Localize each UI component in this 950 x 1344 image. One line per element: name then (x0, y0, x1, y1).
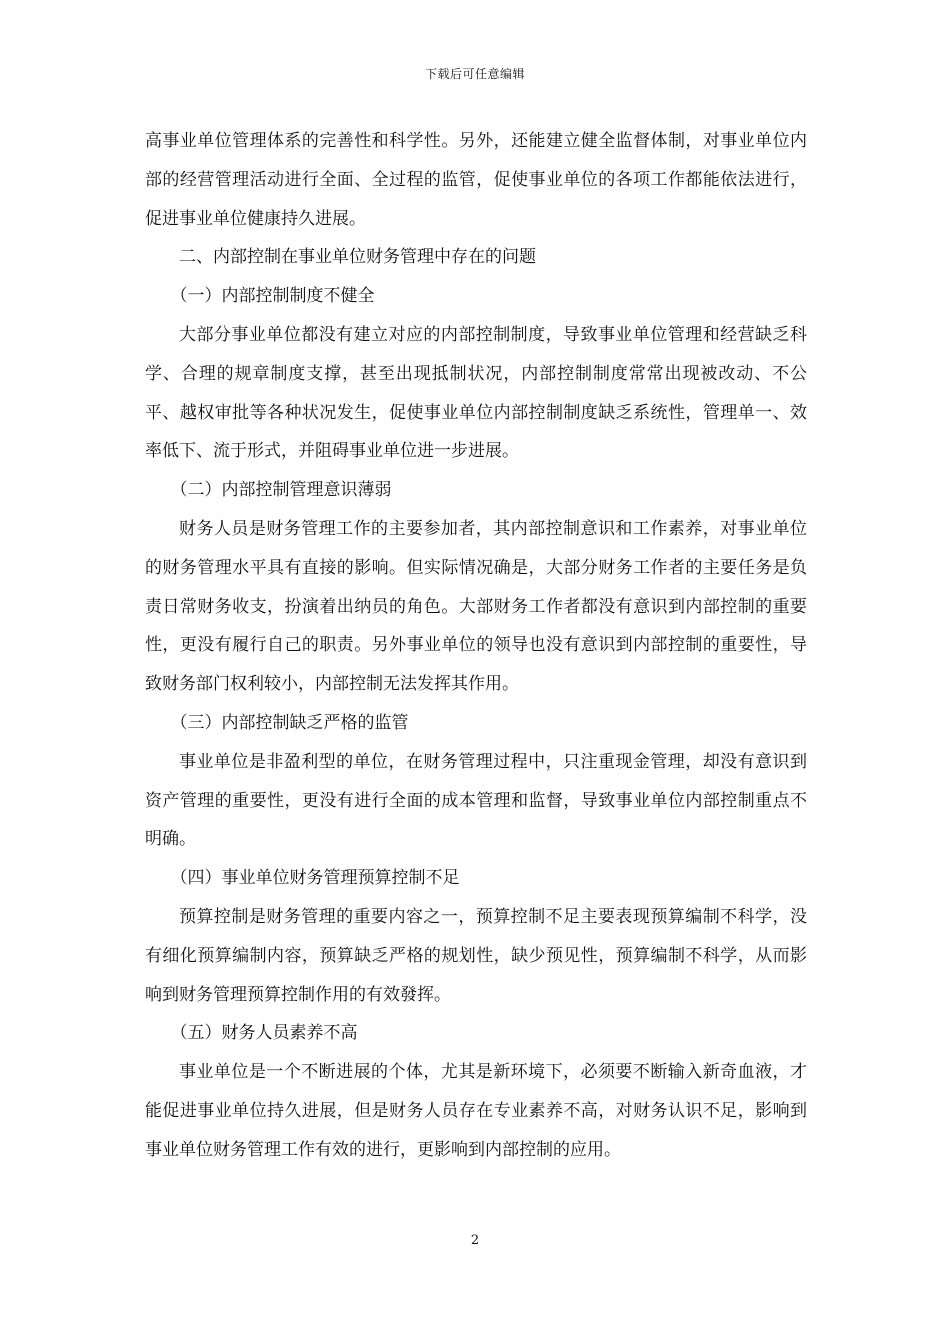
subsection-heading-2: （二）内部控制管理意识薄弱 (170, 480, 392, 501)
subsection-heading-4: （四）事业单位财务管理预算控制不足 (170, 868, 460, 889)
subsection-heading-3: （三）内部控制缺乏严格的监管 (170, 712, 409, 733)
paragraph-1: 大部分事业单位都没有建立对应的内部控制制度，导致事业单位管理和经营缺乏科学、合理的规章制度支撑，甚至出现抵制状况，内部控制制度常常出现被改动、不公平、越权审批等各种状况发生，促使事业单位内部控制制度缺乏系统性，管理单一、效率低下、流于形式，并阻碍事业单位进一步进展。 (145, 324, 807, 462)
page-number: 2 (470, 1233, 480, 1248)
subsection-heading-5: （五）财务人员素养不高 (170, 1023, 358, 1044)
paragraph-4: 预算控制是财务管理的重要内容之一，预算控制不足主要表现预算编制不科学，没有细化预算编制内容，预算缺乏严格的规划性，缺少预见性，预算编制不科学，从而影响到财务管理预算控制作用的有效發挥。 (145, 906, 807, 1005)
page-header: 下载后可任意编辑 (424, 67, 525, 81)
subsection-heading-1: （一）内部控制制度不健全 (170, 286, 375, 307)
paragraph-continuation: 高事业单位管理体系的完善性和科学性。另外，还能建立健全监督体制，对事业单位内部的经营管理活动进行全面、全过程的监管，促使事业单位的各项工作都能依法进行，促进事业单位健康持久进展。 (145, 131, 807, 229)
section-heading: 二、内部控制在事业单位财务管理中存在的问题 (179, 247, 536, 268)
document-body (145, 122, 807, 1170)
paragraph-2: 财务人员是财务管理工作的主要参加者，其内部控制意识和工作素养，对事业单位的财务管理水平具有直接的影响。但实际情况确是，大部分财务工作者的主要任务是负责日常财务收支，扮演着出纳员的角色。大部财务工作者都没有意识到内部控制的重要性，更没有履行自己的职责。另外事业单位的领导也没有意识到内部控制的重要性，导致财务部门权利较小，内部控制无法发挥其作用。 (145, 518, 807, 695)
paragraph-5: 事业单位是一个不断进展的个体，尤其是新环境下，必须要不断输入新奇血液，才能促进事业单位持久进展，但是财务人员存在专业素养不高，对财务认识不足，影响到事业单位财务管理工作有效的进行，更影响到内部控制的应用。 (145, 1062, 807, 1160)
paragraph-3: 事业单位是非盈利型的单位，在财务管理过程中，只注重现金管理，却没有意识到资产管理的重要性，更没有进行全面的成本管理和监督，导致事业单位内部控制重点不明确。 (145, 751, 807, 850)
